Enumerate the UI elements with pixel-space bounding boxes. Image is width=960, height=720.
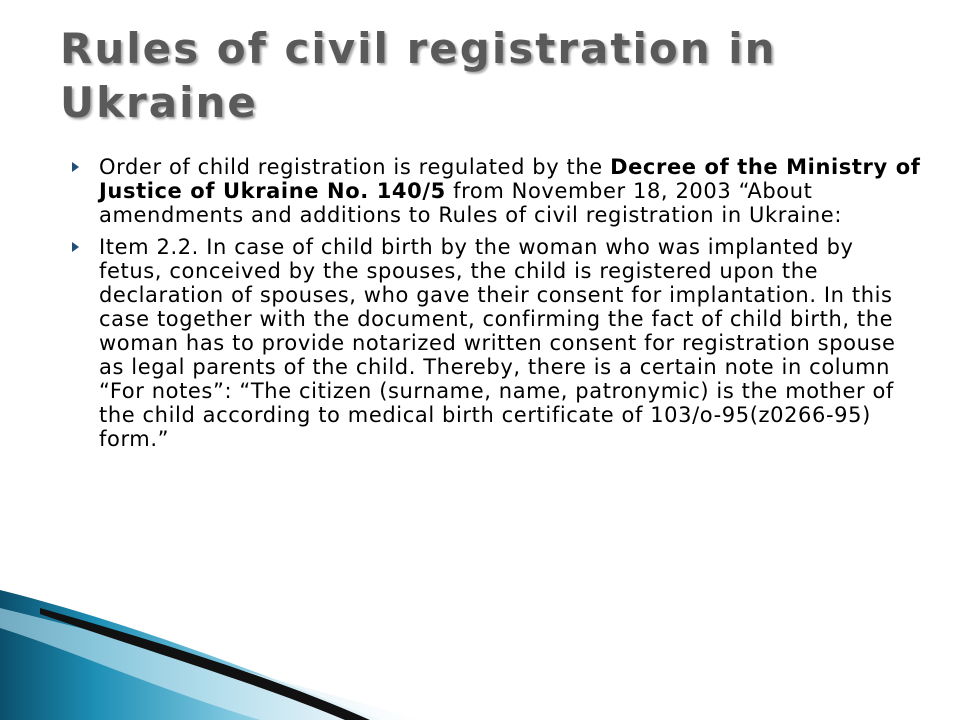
bullet-list [72, 155, 922, 459]
arrow-bullet-icon [72, 242, 79, 252]
decree-reference: Decree of the Ministry of Justice of Ukraine No. 140/5 [99, 155, 921, 203]
bullet-text: Item 2.2. In case of child birth by the woman who was implanted by fetus, conceived by the spouses, the child is registered upon the declaration of spouses, who gave their consent for implantation. In this case together with the document, confirming the fact of child birth, the woman has to provide notarized written consent for registration spouse as legal parents of the child. Thereby, there is a certain note in column “For notes”: “The citizen (surname, name, patronymic) is the mother of the child according to medical birth certificate of 103/o-95(z0266-95) form.” [99, 235, 896, 451]
bullet-text-intro: Order of child registration is regulated by the [99, 155, 611, 179]
bullet-item [72, 235, 922, 451]
bullet-item [72, 155, 922, 227]
bullet-text-rest: from November 18, 2003 “About amendments and additions to Rules of civil registration in Ukraine: [99, 179, 842, 227]
slide-title: Rules of civil registration in Ukraine [60, 24, 777, 127]
decorative-wave [0, 590, 960, 720]
arrow-bullet-icon [72, 162, 79, 172]
